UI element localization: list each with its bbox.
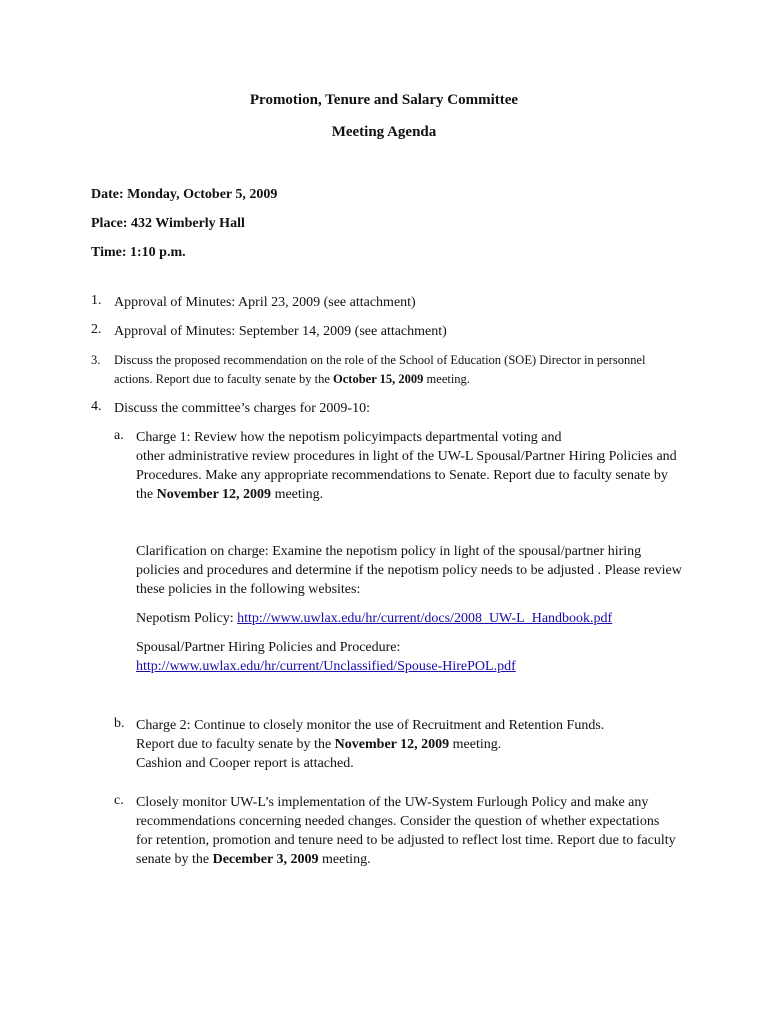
charge-b-letter: b. [114, 716, 125, 731]
item-2-number: 2. [91, 322, 102, 337]
charge-c-letter: c. [114, 793, 124, 808]
charge-c-deadline: December 3, 2009 [212, 852, 319, 867]
document-subtitle: Meeting Agenda [331, 124, 437, 140]
charge-b-line2-b: meeting. [449, 737, 502, 752]
item-4-text: Discuss the committee’s charges for 2009-10: [114, 401, 370, 416]
item-3-number: 3. [91, 353, 101, 367]
nepotism-policy-label: Nepotism Policy: [136, 611, 238, 626]
charge-a-rest: other administrative review procedures in light of the UW-L Spousal/Partner Hiring Policies and Procedures. Make any appropriate recommendations to Senate. Report due to faculty senate by the [136, 449, 677, 502]
charge-a-line1: Charge 1: Review how the nepotism policyimpacts departmental voting and [136, 430, 562, 445]
charge-a-letter: a. [114, 428, 124, 443]
item-3-deadline: October 15, 2009 [333, 372, 424, 386]
charge-a-deadline: November 12, 2009 [156, 487, 272, 502]
meeting-place: Place: 432 Wimberly Hall [91, 216, 245, 231]
item-3-text-a: Discuss the proposed recommendation on the role of the School of Education (SOE) Director in personnel actions. Report due to faculty senate by the [114, 353, 646, 386]
item-1-number: 1. [91, 293, 102, 308]
item-4-number: 4. [91, 399, 102, 414]
document-title: Promotion, Tenure and Salary Committee [249, 92, 519, 108]
charge-c-end: meeting. [318, 852, 371, 867]
charge-b-line2-a: Report due to faculty senate by the [136, 737, 335, 752]
spousal-policy-link[interactable]: http://www.uwlax.edu/hr/current/Unclassified/Spouse-HirePOL.pdf [136, 659, 516, 674]
charge-b-line1: Charge 2: Continue to closely monitor the use of Recruitment and Retention Funds. [136, 718, 605, 733]
charge-b-deadline: November 12, 2009 [334, 737, 450, 752]
charge-a-end: meeting. [271, 487, 324, 502]
item-3-text-b: meeting. [423, 372, 470, 386]
meeting-date: Date: Monday, October 5, 2009 [91, 187, 278, 202]
item-1-text: Approval of Minutes: April 23, 2009 (see attachment) [114, 295, 416, 310]
charge-a-text [136, 447, 686, 504]
charge-b-line2 [136, 735, 681, 754]
item-2-text: Approval of Minutes: September 14, 2009 (see attachment) [114, 324, 447, 339]
nepotism-policy-line [136, 609, 681, 628]
charge-a-clarification: Clarification on charge: Examine the nepotism policy in light of the spousal/partner hiring policies and procedures and determine if the nepotism policy needs to be adjusted . Please review these policies in the following websites: [136, 544, 682, 597]
charge-b-line3: Cashion and Cooper report is attached. [136, 756, 354, 771]
charge-c-body: Closely monitor UW-L’s implementation of the UW-System Furlough Policy and make any recommendations concerning needed changes. Consider the question of whether expectations for retention, promotion and tenure need to be adjusted to reflect lost time. Report due to faculty senate by the [136, 795, 676, 867]
charge-c-text [136, 793, 676, 869]
nepotism-policy-link[interactable]: http://www.uwlax.edu/hr/current/docs/2008_UW-L_Handbook.pdf [237, 611, 613, 626]
spousal-policy-label: Spousal/Partner Hiring Policies and Procedure: [136, 640, 401, 655]
meeting-time: Time: 1:10 p.m. [91, 245, 186, 260]
item-3-text [114, 351, 654, 389]
spousal-policy-link-line [136, 657, 681, 676]
